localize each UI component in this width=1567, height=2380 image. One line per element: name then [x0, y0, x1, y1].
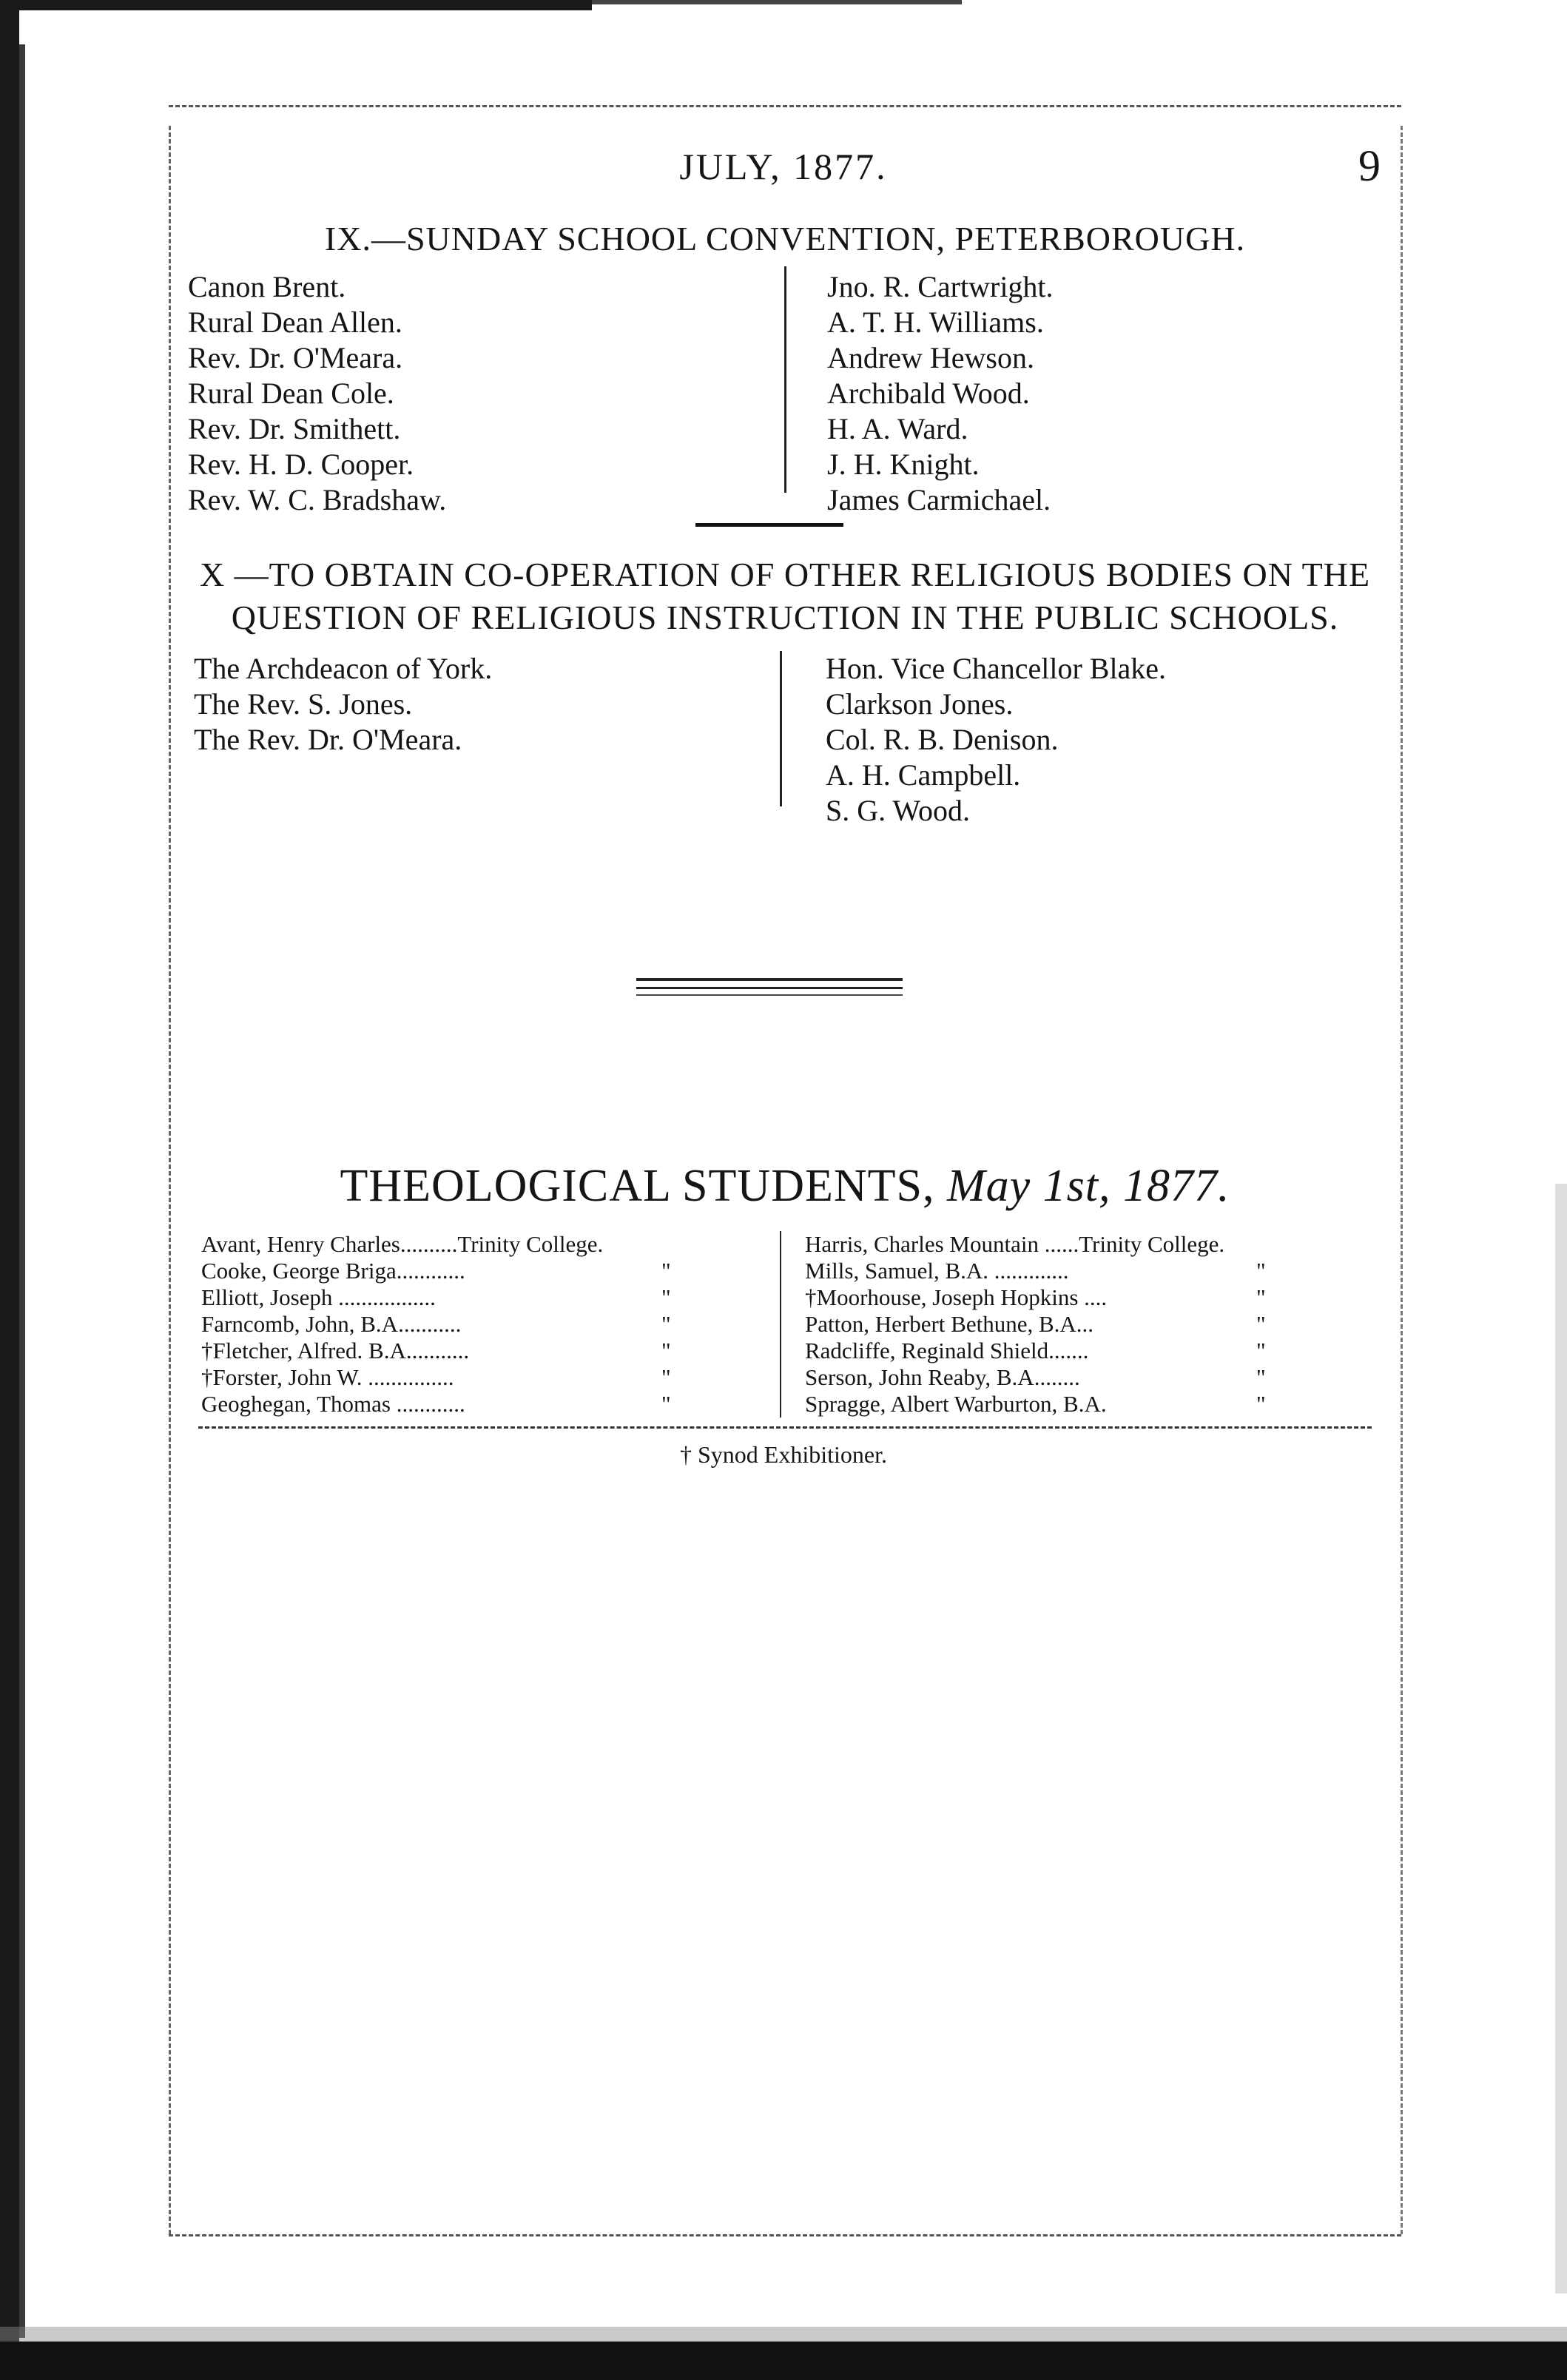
section-x-heading-line1: X —TO OBTAIN CO-OPERATION OF OTHER RELIGIOUS BODIES ON THE: [199, 556, 1371, 593]
ditto-mark: ": [1256, 1391, 1266, 1417]
double-rule-bottom: [636, 994, 903, 996]
page-frame-top: [169, 105, 1401, 107]
committee-member: Col. R. B. Denison.: [826, 723, 1059, 756]
footnote: † Synod Exhibitioner.: [680, 1441, 887, 1468]
student-row: [805, 1311, 1382, 1338]
section-separator-rule: [695, 523, 843, 527]
ditto-mark: ": [1256, 1258, 1266, 1284]
student-row: [805, 1364, 1382, 1391]
scan-edge-right: [1555, 1184, 1567, 2293]
student-row: [805, 1284, 1382, 1311]
section-x-right-column: [826, 651, 1166, 829]
theological-students-title: [169, 1160, 1401, 1213]
section-ix-left-column: [188, 269, 446, 518]
student-row: [805, 1338, 1382, 1364]
scan-edge-left: [0, 0, 19, 2380]
student-entry: Elliott, Joseph .................: [201, 1284, 436, 1310]
students-left-column: [201, 1231, 778, 1417]
student-entry: Harris, Charles Mountain ......Trinity College.: [805, 1231, 1225, 1257]
committee-member: The Rev. S. Jones.: [194, 687, 413, 721]
committee-member: Hon. Vice Chancellor Blake.: [826, 652, 1167, 685]
section-ix-right-column: [827, 269, 1054, 518]
scan-edge-left-shadow: [19, 44, 25, 2338]
committee-member: Rev. H. D. Cooper.: [188, 448, 414, 481]
student-entry: Radcliffe, Reginald Shield.......: [805, 1338, 1089, 1363]
committee-member: H. A. Ward.: [827, 412, 968, 445]
ditto-mark: ": [661, 1391, 671, 1417]
ditto-mark: ": [661, 1311, 671, 1337]
ditto-mark: ": [661, 1364, 671, 1390]
section-ix-column-divider: [784, 266, 786, 493]
student-entry: †Forster, John W. ...............: [201, 1364, 454, 1390]
students-right-column: [805, 1231, 1382, 1417]
committee-member: Jno. R. Cartwright.: [827, 270, 1054, 303]
committee-member: Clarkson Jones.: [826, 687, 1014, 721]
student-row: [201, 1284, 778, 1311]
ditto-mark: ": [661, 1338, 671, 1363]
student-entry: †Fletcher, Alfred. B.A...........: [201, 1338, 470, 1363]
section-x-column-divider: [780, 651, 782, 806]
student-row: [201, 1258, 778, 1284]
student-entry: Cooke, George Briga............: [201, 1258, 465, 1284]
double-rule-top: [636, 978, 903, 981]
scan-edge-top: [0, 0, 592, 10]
student-row: [201, 1391, 778, 1417]
scan-edge-top-shadow: [592, 0, 962, 4]
ditto-mark: ": [1256, 1338, 1266, 1363]
ditto-mark: ": [661, 1284, 671, 1310]
student-entry: †Moorhouse, Joseph Hopkins ....: [805, 1284, 1108, 1310]
committee-member: Rural Dean Allen.: [188, 306, 402, 339]
students-bottom-rule: [198, 1426, 1372, 1429]
committee-member: Rural Dean Cole.: [188, 377, 394, 410]
theological-title-text: THEOLOGICAL STUDENTS,: [340, 1161, 935, 1211]
page-number: 9: [1358, 141, 1381, 190]
double-rule-middle: [636, 987, 903, 989]
header-date: JULY, 1877.: [679, 146, 888, 187]
committee-member: Rev. W. C. Bradshaw.: [188, 483, 447, 516]
ditto-mark: ": [661, 1258, 671, 1284]
section-ix-heading: IX.—SUNDAY SCHOOL CONVENTION, PETERBOROUGH.: [324, 220, 1246, 257]
committee-member: J. H. Knight.: [827, 448, 980, 481]
theological-date: May 1st, 1877.: [946, 1161, 1230, 1211]
student-entry: Patton, Herbert Bethune, B.A...: [805, 1311, 1094, 1337]
student-row: [805, 1231, 1382, 1258]
student-entry: Spragge, Albert Warburton, B.A.: [805, 1391, 1107, 1417]
student-entry: Mills, Samuel, B.A. .............: [805, 1258, 1069, 1284]
scan-edge-bottom: [0, 2342, 1567, 2380]
committee-member: A. H. Campbell.: [826, 758, 1021, 792]
student-row: [805, 1391, 1382, 1417]
student-entry: Geoghegan, Thomas ............: [201, 1391, 465, 1417]
section-x-left-column: [194, 651, 492, 758]
committee-member: S. G. Wood.: [826, 794, 970, 827]
committee-member: James Carmichael.: [827, 483, 1051, 516]
committee-member: The Archdeacon of York.: [194, 652, 493, 685]
committee-member: Rev. Dr. Smithett.: [188, 412, 401, 445]
committee-member: The Rev. Dr. O'Meara.: [194, 723, 462, 756]
committee-member: Andrew Hewson.: [827, 341, 1034, 374]
student-entry: Avant, Henry Charles..........Trinity College.: [201, 1231, 604, 1257]
committee-member: Rev. Dr. O'Meara.: [188, 341, 403, 374]
committee-member: Archibald Wood.: [827, 377, 1030, 410]
student-entry: Serson, John Reaby, B.A........: [805, 1364, 1080, 1390]
section-x-heading-line2: QUESTION OF RELIGIOUS INSTRUCTION IN THE PUBLIC SCHOOLS.: [231, 599, 1339, 636]
students-column-divider: [780, 1231, 781, 1417]
student-entry: Farncomb, John, B.A...........: [201, 1311, 462, 1337]
ditto-mark: ": [1256, 1311, 1266, 1337]
committee-member: A. T. H. Williams.: [827, 306, 1044, 339]
ditto-mark: ": [1256, 1364, 1266, 1390]
student-row: [201, 1231, 778, 1258]
ditto-mark: ": [1256, 1284, 1266, 1310]
committee-member: Canon Brent.: [188, 270, 346, 303]
student-row: [201, 1364, 778, 1391]
student-row: [201, 1338, 778, 1364]
student-row: [201, 1311, 778, 1338]
student-row: [805, 1258, 1382, 1284]
scan-edge-bottom-shadow: [0, 2327, 1567, 2342]
page-frame-bottom: [169, 2234, 1401, 2236]
